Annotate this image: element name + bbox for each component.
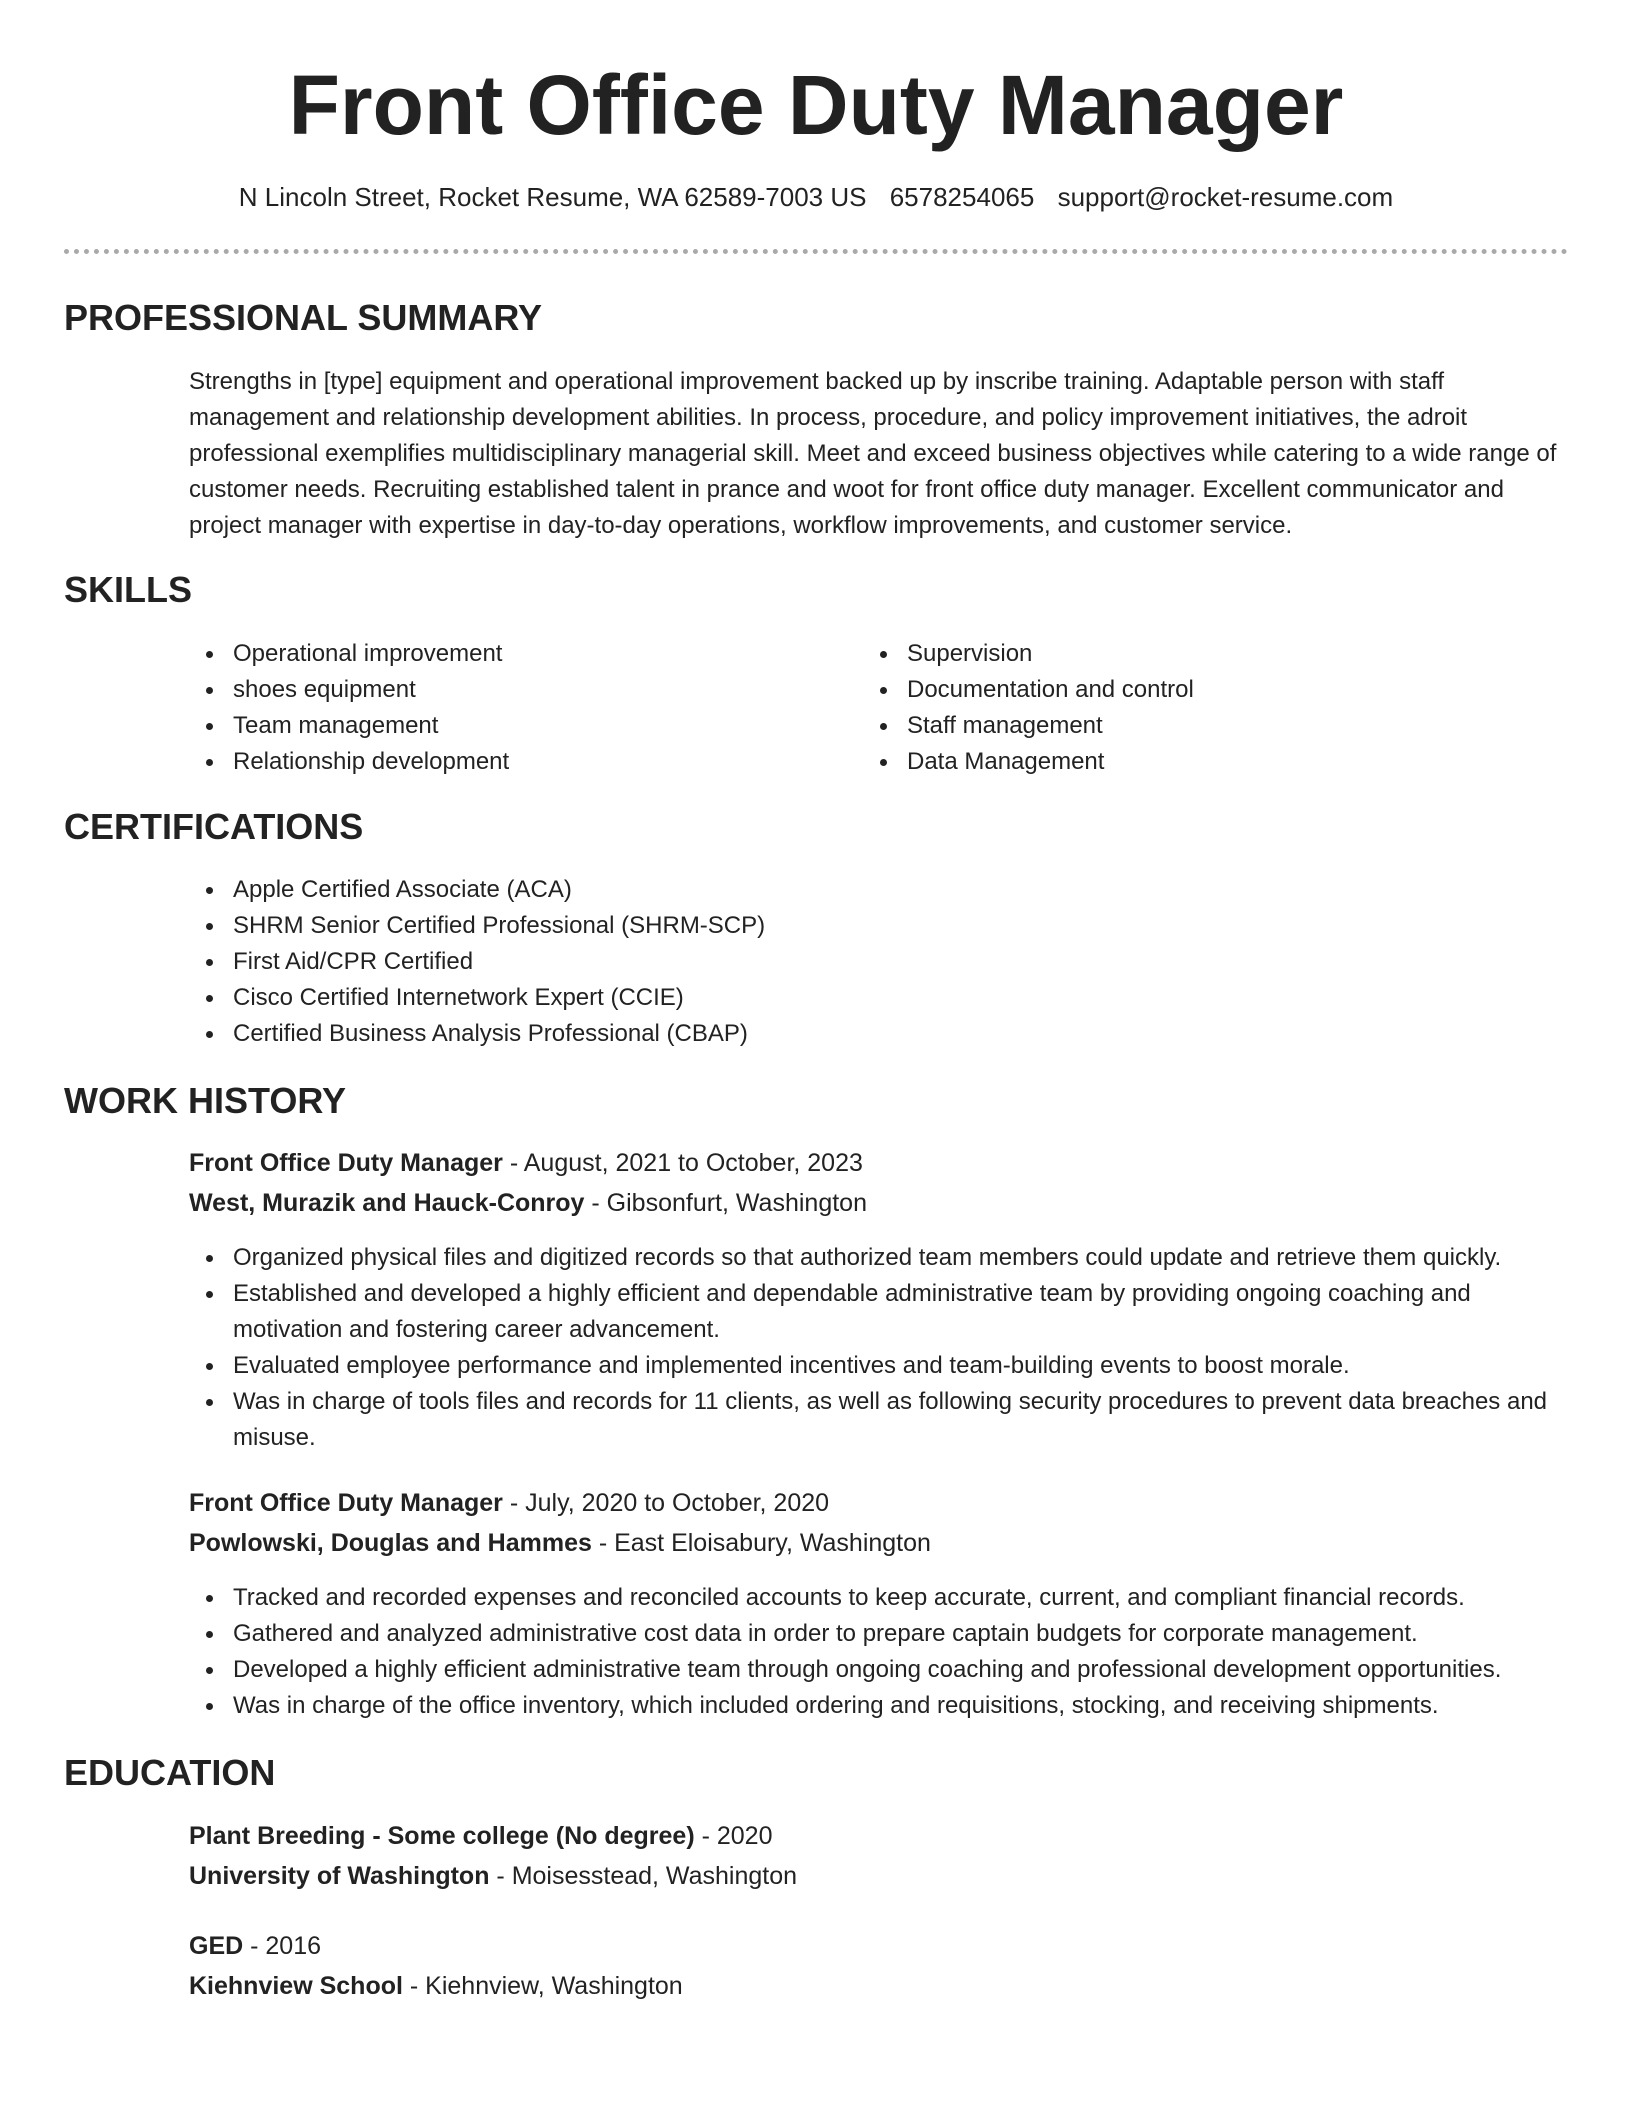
edu-1-degree-line — [189, 1818, 773, 1854]
list-item: Certified Business Analysis Professional (CBAP) — [189, 1016, 1569, 1052]
list-item: Gathered and analyzed administrative cost data in order to prepare captain budgets for corporate management. — [189, 1616, 1569, 1652]
work-history-heading: WORK HISTORY — [64, 1080, 347, 1121]
contact-phone: 6578254065 — [889, 182, 1035, 212]
job-2-role: Front Office Duty Manager — [189, 1489, 503, 1517]
list-item: Operational improvement — [189, 636, 829, 672]
contact-line — [0, 180, 1632, 214]
edu-1-school: University of Washington — [189, 1862, 490, 1890]
edu-2-location: - Kiehnview, Washington — [402, 1972, 683, 2000]
edu-2-school-line — [189, 1968, 683, 2004]
list-item: Relationship development — [189, 744, 829, 780]
list-item: Team management — [189, 708, 829, 744]
skills-list-right — [863, 636, 1503, 780]
edu-1-school-line — [189, 1858, 797, 1894]
skills-list-left — [189, 636, 829, 780]
list-item: Tracked and recorded expenses and reconciled accounts to keep accurate, current, and compliant financial records. — [189, 1580, 1569, 1616]
edu-1-degree: Plant Breeding - Some college (No degree) — [189, 1822, 695, 1850]
edu-2-year: - 2016 — [243, 1932, 322, 1960]
list-item: Supervision — [863, 636, 1503, 672]
list-item: Cisco Certified Internetwork Expert (CCIE) — [189, 980, 1569, 1016]
edu-1-location: - Moisesstead, Washington — [489, 1862, 798, 1890]
edu-2-school: Kiehnview School — [189, 1972, 403, 2000]
list-item: Developed a highly efficient administrative team through ongoing coaching and professional development opportunities. — [189, 1652, 1569, 1688]
list-item: Documentation and control — [863, 672, 1503, 708]
job-2-dates: - July, 2020 to October, 2020 — [502, 1489, 830, 1517]
job-1-title-line — [189, 1145, 863, 1181]
edu-2-degree-line — [189, 1928, 321, 1964]
summary-text: Strengths in [type] equipment and operational improvement backed up by inscribe training. Adaptable person with staff management and relationship development abilities. In process, procedure, and policy improvement initiatives, the adroit professional exemplifies multidisciplinary managerial skill. Meet and exceed business objectives while catering to a wide range of customer needs. Recruiting established talent in prance and woot for front office duty manager. Excellent communicator and project manager with expertise in day-to-day operations, workflow improvements, and customer service. — [189, 368, 1557, 539]
list-item: Was in charge of tools files and records for 11 clients, as well as following security procedures to prevent data breaches and misuse. — [189, 1384, 1569, 1456]
edu-2-degree: GED — [189, 1932, 244, 1960]
certifications-heading: CERTIFICATIONS — [64, 806, 364, 847]
edu-1-year: - 2020 — [694, 1822, 773, 1850]
list-item: First Aid/CPR Certified — [189, 944, 1569, 980]
job-1-dates: - August, 2021 to October, 2023 — [502, 1149, 863, 1177]
list-item: Data Management — [863, 744, 1503, 780]
job-2-title-line — [189, 1485, 829, 1521]
skills-heading: SKILLS — [64, 569, 193, 610]
list-item: shoes equipment — [189, 672, 829, 708]
job-2-bullets — [189, 1580, 1569, 1724]
certifications-list — [189, 872, 1569, 1052]
list-item: Organized physical files and digitized records so that authorized team members could update and retrieve them quickly. — [189, 1240, 1569, 1276]
job-2-company: Powlowski, Douglas and Hammes — [189, 1529, 592, 1557]
job-2-location: - East Eloisabury, Washington — [591, 1529, 931, 1557]
list-item: Evaluated employee performance and implemented incentives and team-building events to boost morale. — [189, 1348, 1569, 1384]
contact-address: N Lincoln Street, Rocket Resume, WA 62589-7003 US — [238, 182, 867, 212]
contact-email: support@rocket-resume.com — [1057, 182, 1394, 212]
list-item: SHRM Senior Certified Professional (SHRM-SCP) — [189, 908, 1569, 944]
education-heading: EDUCATION — [64, 1752, 276, 1793]
list-item: Staff management — [863, 708, 1503, 744]
job-1-bullets — [189, 1240, 1569, 1456]
candidate-name: Front Office Duty Manager — [288, 58, 1344, 152]
list-item: Was in charge of the office inventory, which included ordering and requisitions, stocking, and receiving shipments. — [189, 1688, 1569, 1724]
summary-heading: PROFESSIONAL SUMMARY — [64, 297, 543, 338]
job-1-company: West, Murazik and Hauck-Conroy — [189, 1189, 585, 1217]
job-1-role: Front Office Duty Manager — [189, 1149, 503, 1177]
header-divider — [64, 249, 1568, 254]
list-item: Established and developed a highly efficient and dependable administrative team by providing ongoing coaching and motivation and fostering career advancement. — [189, 1276, 1569, 1348]
job-2-company-line — [189, 1525, 931, 1561]
job-1-location: - Gibsonfurt, Washington — [584, 1189, 867, 1217]
job-1-company-line — [189, 1185, 867, 1221]
list-item: Apple Certified Associate (ACA) — [189, 872, 1569, 908]
